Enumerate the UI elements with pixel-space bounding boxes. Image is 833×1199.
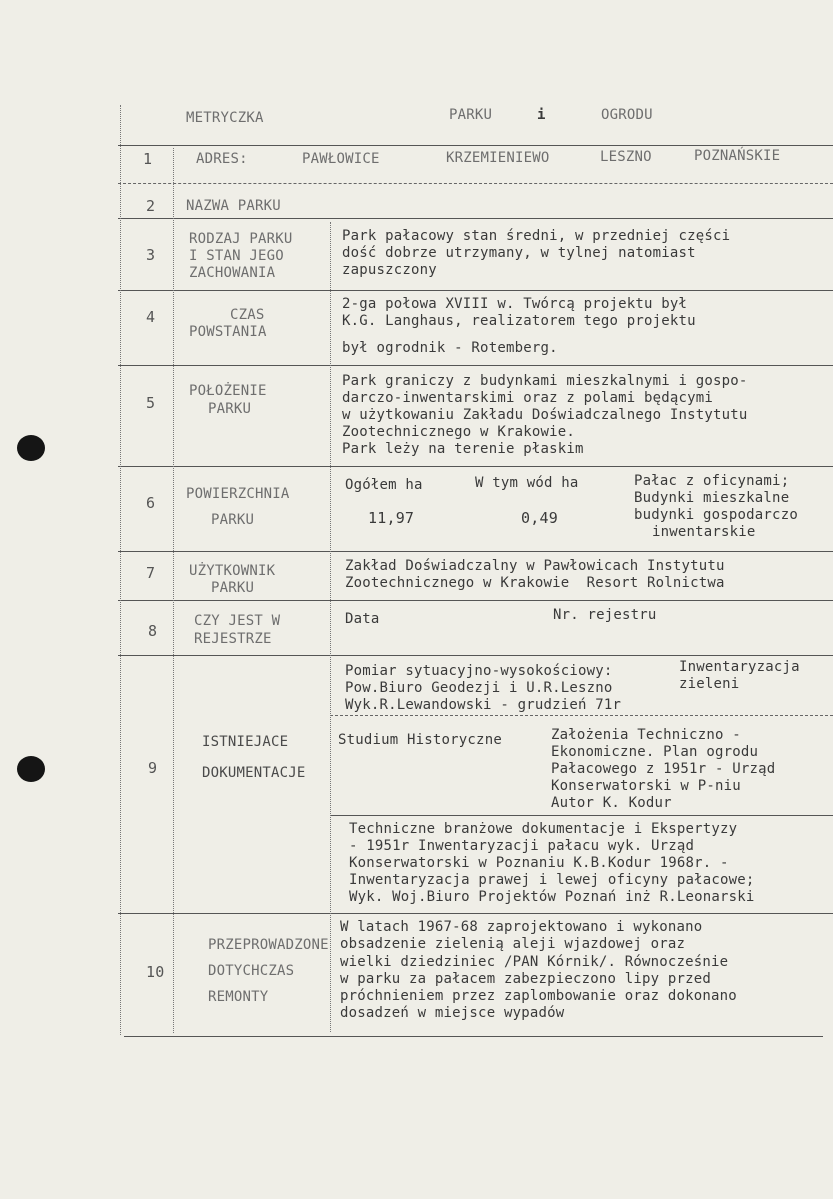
row-label: DOTYCHCZAS xyxy=(208,963,295,979)
technical-line: Techniczne branżowe dokumentacje i Ekspertyzy xyxy=(349,821,738,837)
rule xyxy=(118,145,833,146)
row-value: dość dobrze utrzymany, w tylnej natomiast xyxy=(342,245,696,261)
row-value: Park pałacowy stan średni, w przedniej części xyxy=(342,228,731,244)
technical-line: Wyk. Woj.Biuro Projektów Poznań inż R.Leonarski xyxy=(349,889,755,905)
row-label: UŻYTKOWNIK xyxy=(189,563,276,579)
row-value: próchnieniem przez zaplombowanie oraz dokonano xyxy=(340,988,737,1004)
address-village: PAWŁOWICE xyxy=(302,151,380,167)
row-value: darczo-inwentarskimi oraz z polami będącymi xyxy=(342,390,714,406)
row-number: 9 xyxy=(148,759,158,777)
row-value: Park graniczy z budynkami mieszkalnymi i gospo- xyxy=(342,373,748,389)
column-separator xyxy=(330,222,331,1032)
row-value: 2-ga połowa XVIII w. Twórcą projektu był xyxy=(342,296,688,312)
address-label: ADRES: xyxy=(196,151,248,167)
form-title: METRYCZKA xyxy=(186,110,264,126)
row-label: POWSTANIA xyxy=(189,324,267,340)
buildings-item: inwentarskie xyxy=(652,524,756,540)
row-label: CZY JEST W xyxy=(194,613,281,629)
buildings-item: Pałac z oficynami; xyxy=(634,473,790,489)
row-value: był ogrodnik - Rotemberg. xyxy=(342,340,558,356)
row-value: wielki dziedziniec /PAN Kórnik/. Równocześnie xyxy=(340,954,729,970)
address-commune: KRZEMIENIEWO xyxy=(446,150,550,166)
row-label: POWIERZCHNIA xyxy=(186,486,290,502)
water-area-value: 0,49 xyxy=(521,509,558,527)
column-separator xyxy=(173,148,174,1033)
row-value: W latach 1967-68 zaprojektowano i wykonano xyxy=(340,919,703,935)
technical-line: Konserwatorski w Poznaniu K.B.Kodur 1968r. - xyxy=(349,855,729,871)
rule xyxy=(118,600,833,601)
rule xyxy=(118,551,833,552)
rule xyxy=(124,1036,823,1037)
rule xyxy=(118,655,833,656)
row-label: ISTNIEJACE xyxy=(202,734,289,750)
row-number: 2 xyxy=(146,197,156,215)
row-label: REMONTY xyxy=(208,989,269,1005)
assumptions-line: Założenia Techniczno - xyxy=(551,727,741,743)
assumptions-line: Autor K. Kodur xyxy=(551,795,672,811)
row-value: zapuszczony xyxy=(342,262,437,278)
total-area-value: 11,97 xyxy=(368,509,415,527)
row-number: 3 xyxy=(146,246,156,264)
row-number: 5 xyxy=(146,394,156,412)
survey-line: Wyk.R.Lewandowski - grudzień 71r xyxy=(345,697,622,713)
technical-line: - 1951r Inwentaryzacji pałacu wyk. Urząd xyxy=(349,838,695,854)
park-name-label: NAZWA PARKU xyxy=(186,198,281,214)
row-value: obsadzenie zielenią aleji wjazdowej oraz xyxy=(340,936,686,952)
column-separator xyxy=(120,105,121,1035)
buildings-item: budynki gospodarczo xyxy=(634,507,798,523)
survey-line: Pow.Biuro Geodezji i U.R.Leszno xyxy=(345,680,613,696)
rule xyxy=(118,913,833,914)
row-label: PARKU xyxy=(208,401,252,417)
register-number-label: Nr. rejestru xyxy=(553,607,657,623)
row-number: 4 xyxy=(146,308,156,326)
row-value: Zootechnicznego w Krakowie Resort Rolnictwa xyxy=(345,575,725,591)
row-number: 8 xyxy=(148,622,158,640)
buildings-item: Budynki mieszkalne xyxy=(634,490,790,506)
row-label: ZACHOWANIA xyxy=(189,265,276,281)
rule xyxy=(118,183,833,184)
row-label: REJESTRZE xyxy=(194,631,272,647)
rule xyxy=(118,365,833,366)
address-district: LESZNO xyxy=(600,149,652,165)
water-area-label: W tym wód ha xyxy=(475,475,579,491)
inventory-line: zieleni xyxy=(679,676,740,692)
row-number: 6 xyxy=(146,494,156,512)
row-number: 7 xyxy=(146,564,156,582)
historical-study: Studium Historyczne xyxy=(338,732,502,748)
total-area-label: Ogółem ha xyxy=(345,477,423,493)
row-value: w użytkowaniu Zakładu Doświadczalnego Instytutu xyxy=(342,407,748,423)
survey-line: Pomiar sytuacyjno-wysokościowy: xyxy=(345,663,613,679)
row-label: PARKU xyxy=(211,512,255,528)
header-garden: OGRODU xyxy=(601,107,653,123)
punch-hole-bottom xyxy=(17,756,45,782)
row-label: DOKUMENTACJE xyxy=(202,765,306,781)
punch-hole-top xyxy=(17,435,45,461)
row-value: Zakład Doświadczalny w Pawłowicach Instytutu xyxy=(345,558,725,574)
row-value: dosadzeń w miejsce wypadów xyxy=(340,1005,565,1021)
rule xyxy=(330,715,833,716)
register-date-label: Data xyxy=(345,611,380,627)
row-label: PARKU xyxy=(211,580,255,596)
row-value: Park leży na terenie płaskim xyxy=(342,441,584,457)
row-value: K.G. Langhaus, realizatorem tego projektu xyxy=(342,313,696,329)
row-label: RODZAJ PARKU xyxy=(189,231,293,247)
rule xyxy=(118,218,833,219)
header-and: i xyxy=(537,107,546,123)
row-value: w parku za pałacem zabezpieczono lipy przed xyxy=(340,971,712,987)
assumptions-line: Konserwatorski w P-niu xyxy=(551,778,741,794)
rule xyxy=(118,466,833,467)
row-label: POŁOŻENIE xyxy=(189,383,267,399)
row-value: Zootechnicznego w Krakowie. xyxy=(342,424,575,440)
assumptions-line: Pałacowego z 1951r - Urząd xyxy=(551,761,776,777)
address-voivodeship: POZNAŃSKIE xyxy=(694,148,781,164)
rule xyxy=(330,815,833,816)
rule xyxy=(118,290,833,291)
row-number: 1 xyxy=(143,150,153,168)
inventory-line: Inwentaryzacja xyxy=(679,659,800,675)
assumptions-line: Ekonomiczne. Plan ogrodu xyxy=(551,744,759,760)
header-park: PARKU xyxy=(449,107,493,123)
row-label: PRZEPROWADZONE xyxy=(208,937,329,953)
row-label: CZAS xyxy=(230,307,265,323)
row-label: I STAN JEGO xyxy=(189,248,284,264)
row-number: 10 xyxy=(146,963,165,981)
technical-line: Inwentaryzacja prawej i lewej oficyny pałacowe; xyxy=(349,872,755,888)
